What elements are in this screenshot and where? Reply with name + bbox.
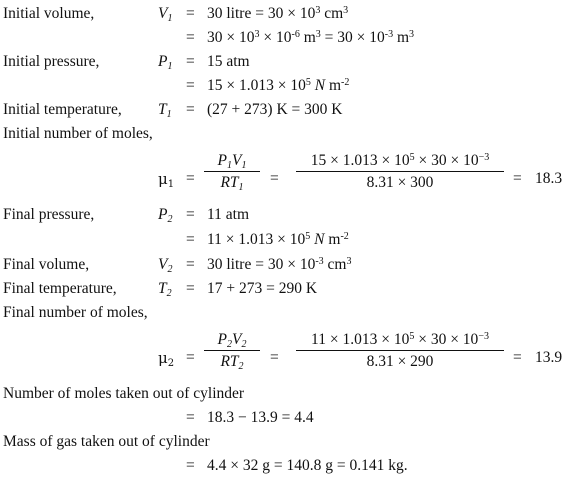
equals: = xyxy=(186,256,195,273)
value: (27 + 273) K = 300 K xyxy=(207,101,343,118)
value: 30 litre = $30 \times 10^{-3}$ $cm^3$ xyxy=(207,256,352,273)
result: 13.9 xyxy=(535,349,563,366)
equals: = xyxy=(186,409,195,426)
mu-symbol: $\mu_2$ xyxy=(158,349,175,369)
label: Initial number of moles, xyxy=(3,125,153,142)
equals: = xyxy=(513,349,522,366)
symbol: $P_2$ xyxy=(158,206,173,225)
value: 11 atm xyxy=(207,206,250,223)
numerator: $P_1V_1$ xyxy=(217,152,247,171)
fraction-pv-rt xyxy=(204,331,260,371)
equals: = xyxy=(186,231,195,248)
value: 4.4 × 32 g = 140.8 g = 0.141 kg. xyxy=(207,457,408,474)
equals: = xyxy=(186,77,195,94)
symbol: $T_2$ xyxy=(158,280,172,299)
label: Final number of moles, xyxy=(3,304,148,321)
numerator: $15 \times 1.013 \times 10^5 \times 30 \times 10^{-3}$ xyxy=(310,152,490,169)
label: Initial volume, xyxy=(3,5,95,22)
numerator: $P_2V_2$ xyxy=(217,331,247,350)
label: Mass of gas taken out of cylinder xyxy=(3,433,210,450)
label: Initial pressure, xyxy=(3,53,100,70)
equals: = xyxy=(186,280,195,297)
label: Final temperature, xyxy=(3,280,117,297)
fraction-bar xyxy=(204,350,260,351)
fraction-numeric xyxy=(296,152,504,192)
symbol: $V_2$ xyxy=(158,256,173,275)
value: $30 \times 10^3 \times 10^{-6}$ $m^3 = 30 \times 10^{-3}$ $m^3$ xyxy=(207,29,415,46)
label: Final volume, xyxy=(3,256,90,273)
equals: = xyxy=(186,101,195,118)
value: 17 + 273 = 290 K xyxy=(207,280,318,297)
result: 18.3 xyxy=(535,170,563,187)
equals: = xyxy=(513,170,522,187)
fraction-numeric xyxy=(296,331,504,371)
equals: = xyxy=(186,457,195,474)
equals: = xyxy=(186,29,195,46)
value: 15 atm xyxy=(207,53,250,70)
denominator: $RT_2$ xyxy=(220,353,244,372)
equals: = xyxy=(270,349,279,366)
denominator: 8.31 × 300 xyxy=(366,174,434,191)
value: 30 litre = $30 \times 10^3$ $cm^3$ xyxy=(207,5,349,22)
equals: = xyxy=(186,170,195,187)
value: 18.3 − 13.9 = 4.4 xyxy=(207,409,314,426)
equals: = xyxy=(270,170,279,187)
value: $11 \times 1.013 \times 10^5$ N $m^{-2}$ xyxy=(207,231,349,248)
value: $15 \times 1.013 \times 10^5$ N $m^{-2}$ xyxy=(207,77,350,94)
fraction-bar xyxy=(296,350,504,351)
equals: = xyxy=(186,349,195,366)
equals: = xyxy=(186,53,195,70)
numerator: $11 \times 1.013 \times 10^5 \times 30 \times 10^{-3}$ xyxy=(311,331,489,348)
denominator: $RT_1$ xyxy=(220,174,244,193)
fraction-bar xyxy=(296,171,504,172)
fraction-pv-rt xyxy=(204,152,260,192)
equals: = xyxy=(186,5,195,22)
mu-symbol: $\mu_1$ xyxy=(158,170,175,190)
equals: = xyxy=(186,206,195,223)
symbol: $T_1$ xyxy=(158,101,172,120)
label: Initial temperature, xyxy=(3,101,122,118)
symbol: $P_1$ xyxy=(158,53,173,72)
symbol: $V_1$ xyxy=(158,5,173,24)
fraction-bar xyxy=(204,171,260,172)
label: Number of moles taken out of cylinder xyxy=(3,385,245,402)
denominator: 8.31 × 290 xyxy=(366,353,434,370)
label: Final pressure, xyxy=(3,206,95,223)
